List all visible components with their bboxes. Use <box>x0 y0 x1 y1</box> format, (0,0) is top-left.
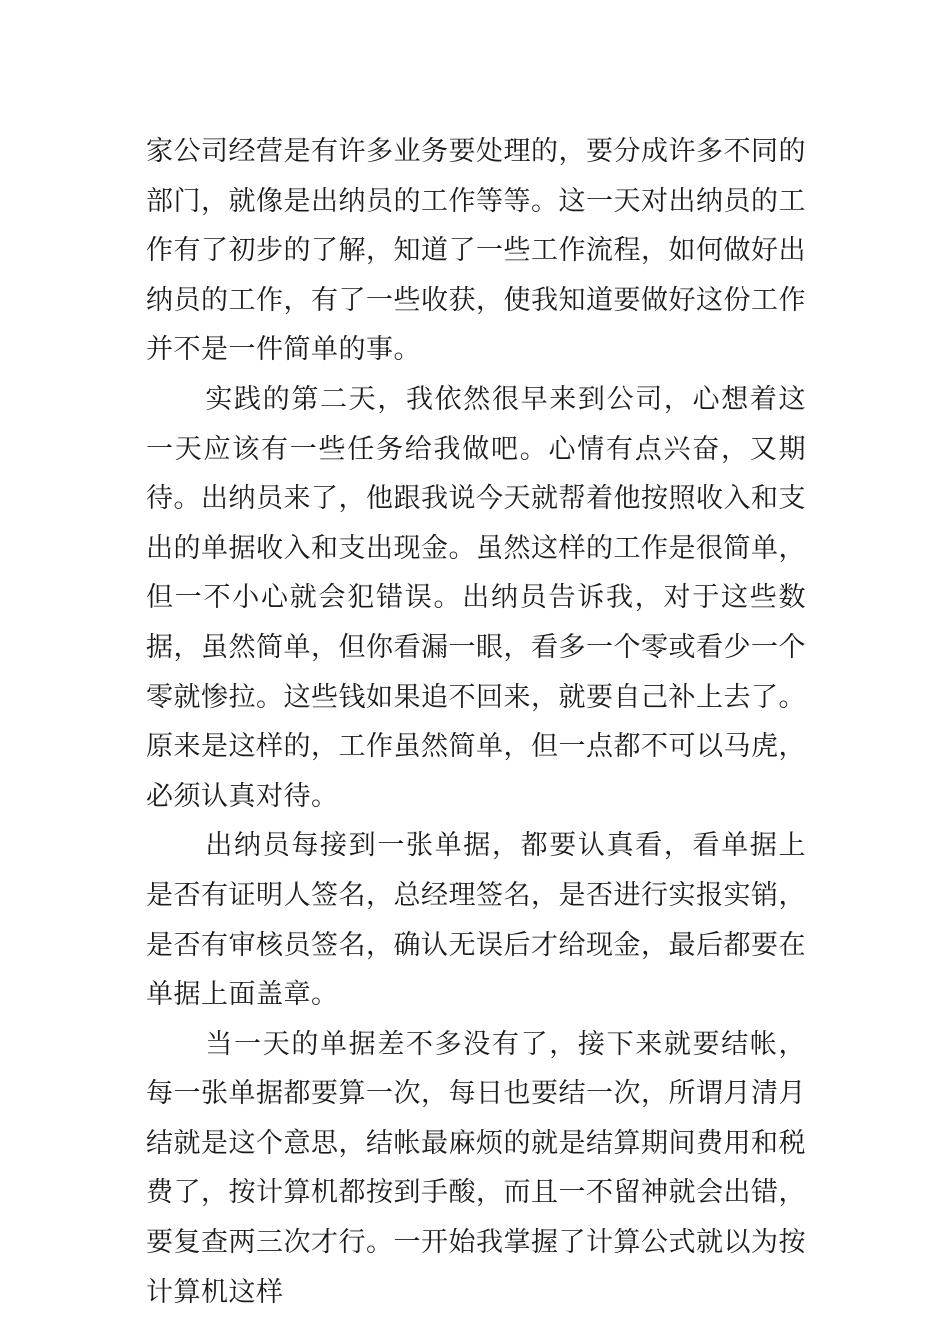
paragraph-2: 实践的第二天，我依然很早来到公司，心想着这一天应该有一些任务给我做吧。心情有点兴奋，又期待。出纳员来了，他跟我说今天就帮着他按照收入和支出的单据收入和支出现金。虽然这样的工作是很简单，但一不小心就会犯错误。出纳员告诉我，对于这些数据，虽然简单，但你看漏一眼，看多一个零或看少一个零就惨拉。这些钱如果追不回来，就要自己补上去了。原来是这样的，工作虽然简单，但一点都不可以马虎，必须认真对待。 <box>146 383 806 812</box>
paragraph-1: 家公司经营是有许多业务要处理的，要分成许多不同的部门，就像是出纳员的工作等等。这一天对出纳员的工作有了初步的了解，知道了一些工作流程，如何做好出纳员的工作，有了一些收获，使我知道要做好这份工作并不是一件简单的事。 <box>146 136 806 366</box>
document-body <box>146 127 806 1317</box>
paragraph-4: 当一天的单据差不多没有了，接下来就要结帐，每一张单据都要算一次，每日也要结一次，所谓月清月结就是这个意思，结帐最麻烦的就是结算期间费用和税费了，按计算机都按到手酸，而且一不留神就会出错，要复查两三次才行。一开始我掌握了计算公式就以为按计算机这样 <box>146 1028 806 1308</box>
paragraph-3: 出纳员每接到一张单据，都要认真看，看单据上是否有证明人签名，总经理签名，是否进行实报实销，是否有审核员签名，确认无误后才给现金，最后都要在单据上面盖章。 <box>146 830 806 1011</box>
